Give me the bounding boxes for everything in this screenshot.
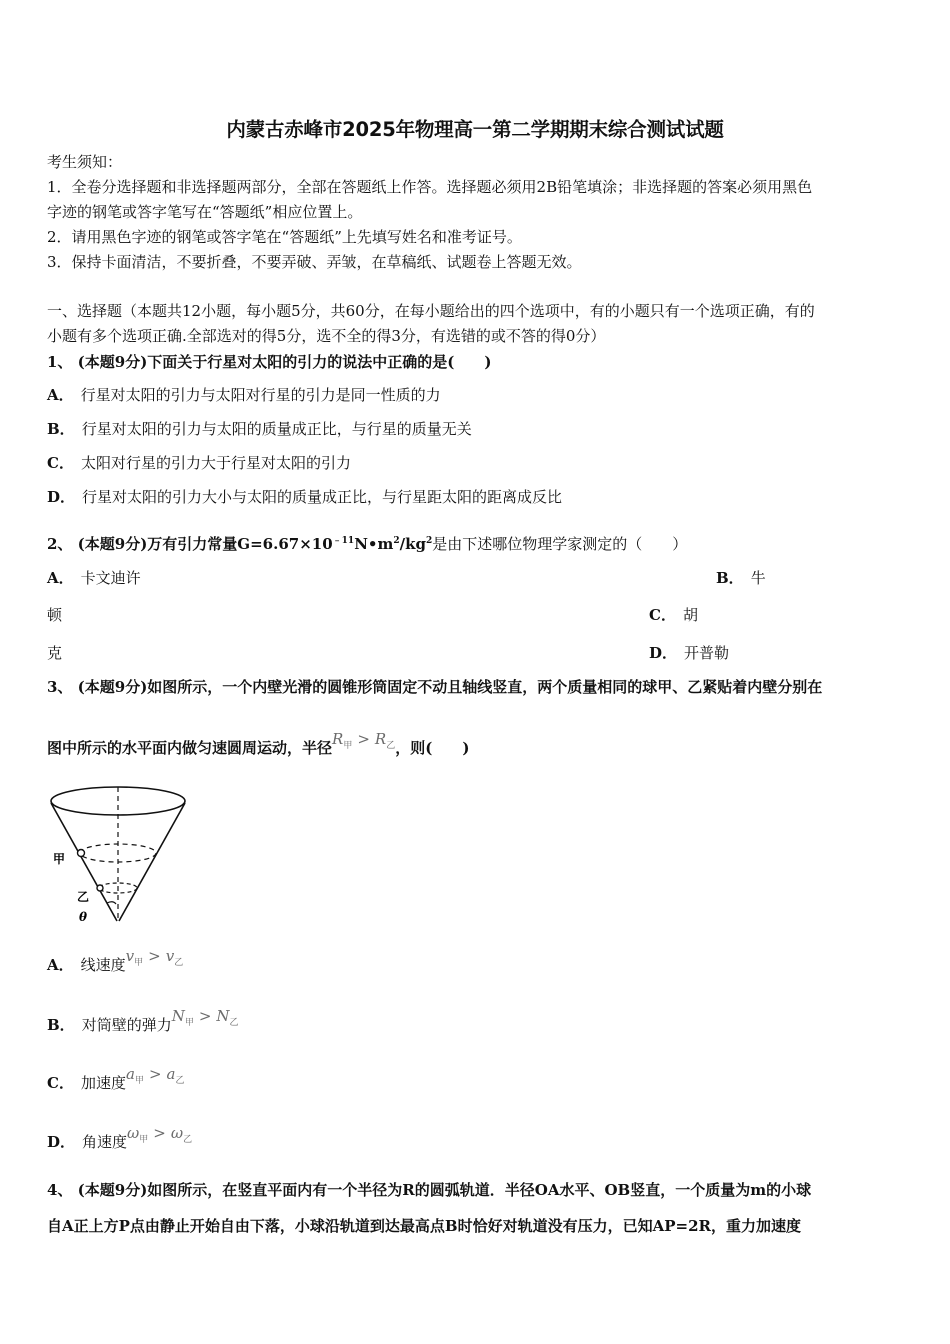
option-text: 线速度 <box>80 956 126 974</box>
page-title: 内蒙古赤峰市2025年物理高一第二学期期末综合测试试题 <box>226 118 724 141</box>
question-2-stem <box>47 534 687 554</box>
option-text: 角速度 <box>82 1133 128 1151</box>
notice-item-1-line-1: 1．全卷分选择题和非选择题两部分，全部在答题纸上作答。选择题必须用2B铅笔填涂；非选择题的答案必须用黑色 <box>47 178 813 196</box>
question-1-option-d <box>47 487 562 507</box>
question-3-option-a <box>47 947 184 982</box>
question-3-stem-line-1: 3、 (本题9分)如图所示，一个内壁光滑的圆锥形筒固定不动且轴线竖直，两个质量相同的球甲、乙紧贴着内壁分别在 <box>47 678 823 696</box>
label-yi: 乙 <box>77 890 90 904</box>
option-formula: $\omega_甲 > \omega_乙$ <box>127 1124 193 1145</box>
option-key: A． <box>47 569 74 587</box>
stem-text: 是由下述哪位物理学家测定的（ ） <box>432 535 688 553</box>
option-key: C． <box>47 1074 74 1092</box>
notice-item-3: 3．保持卡面清洁，不要折叠，不要弄破、弄皱，在草稿纸、试题卷上答题无效。 <box>47 253 582 271</box>
question-1-option-a <box>47 385 441 405</box>
option-text: 对筒壁的弹力 <box>81 1016 172 1034</box>
stem-text: 2、 (本题9分)万有引力常量G=6.67×10 <box>47 535 333 553</box>
question-2-option-b <box>716 568 766 588</box>
stem-text: ，则( ) <box>395 739 470 757</box>
option-key: A． <box>47 956 74 974</box>
cone-figure <box>47 783 192 928</box>
option-formula: $a_甲 > a_乙$ <box>125 1065 185 1086</box>
stem-text: 图中所示的水平面内做匀速圆周运动，半径 <box>47 739 333 757</box>
question-1-option-b <box>47 419 472 439</box>
option-key: B． <box>47 1016 75 1034</box>
option-text: 开普勒 <box>684 644 730 662</box>
radius-comparison: $R_甲 > R_乙$ <box>332 730 396 751</box>
question-3-option-b <box>47 1007 239 1042</box>
option-key: A． <box>47 386 74 404</box>
option-text: 牛 <box>750 569 766 587</box>
option-text: 行星对太阳的引力大小与太阳的质量成正比，与行星距太阳的距离成反比 <box>82 488 563 506</box>
option-key: B． <box>716 569 744 587</box>
option-key: D． <box>649 644 678 662</box>
notice-heading: 考生须知： <box>47 153 123 171</box>
stem-unit: N•m <box>354 535 394 553</box>
question-3-option-d <box>47 1124 193 1159</box>
option-text: 卡文迪许 <box>80 569 141 587</box>
exponent: ﹣11 <box>332 536 355 546</box>
question-2-option-c <box>649 605 698 625</box>
question-1-option-c <box>47 453 351 473</box>
section-1-intro-line-1: 一、选择题（本题共12小题，每小题5分，共60分，在每小题给出的四个选项中，有的小题只有一个选项正确，有的 <box>47 302 815 320</box>
label-jia: 甲 <box>53 852 66 866</box>
option-text: 太阳对行星的引力大于行星对太阳的引力 <box>80 454 351 472</box>
stem-unit: /kg <box>399 535 426 553</box>
question-2-option-a <box>47 568 141 588</box>
exponent: 2 <box>426 536 433 546</box>
notice-item-2: 2．请用黑色字迹的钢笔或答字笔在“答题纸”上先填写姓名和准考证号。 <box>47 228 522 246</box>
exponent: 2 <box>393 536 400 546</box>
option-text: 胡 <box>682 606 698 624</box>
option-key: C． <box>649 606 676 624</box>
question-2-option-d <box>649 643 729 663</box>
question-4-stem-line-2: 自A正上方P点由静止开始自由下落，小球沿轨道到达最高点B时恰好对轨道没有压力，已知AP=2R，重力加速度 <box>47 1217 801 1235</box>
question-4-stem-line-1: 4、 (本题9分)如图所示，在竖直平面内有一个半径为R的圆弧轨道．半径OA水平、OB竖直，一个质量为m的小球 <box>47 1181 812 1199</box>
option-key: B． <box>47 420 75 438</box>
option-text: 行星对太阳的引力与太阳对行星的引力是同一性质的力 <box>80 386 441 404</box>
question-3-option-c <box>47 1065 185 1100</box>
theta-arc <box>107 902 116 904</box>
option-key: C． <box>47 454 74 472</box>
option-formula: $v_甲 > v_乙$ <box>125 947 184 968</box>
option-key: D． <box>47 488 76 506</box>
option-text: 加速度 <box>80 1074 126 1092</box>
option-text: 行星对太阳的引力与太阳的质量成正比，与行星的质量无关 <box>81 420 472 438</box>
option-formula: $N_甲 > N_乙$ <box>171 1007 239 1028</box>
question-1-stem: 1、 (本题9分)下面关于行星对太阳的引力的说法中正确的是( ) <box>47 353 492 371</box>
section-1-intro-line-2: 小题有多个选项正确.全部选对的得5分，选不全的得3分，有选错的或不答的得0分） <box>47 327 606 345</box>
question-2-option-b-wrap: 顿 <box>47 606 63 624</box>
question-2-option-c-wrap: 克 <box>47 644 63 662</box>
label-theta: θ <box>79 910 88 924</box>
ball-jia <box>78 850 85 857</box>
ball-yi <box>97 885 103 891</box>
option-key: D． <box>47 1133 76 1151</box>
notice-item-1-line-2: 字迹的钢笔或答字笔写在“答题纸”相应位置上。 <box>47 203 363 221</box>
question-3-stem-line-2 <box>47 730 470 765</box>
